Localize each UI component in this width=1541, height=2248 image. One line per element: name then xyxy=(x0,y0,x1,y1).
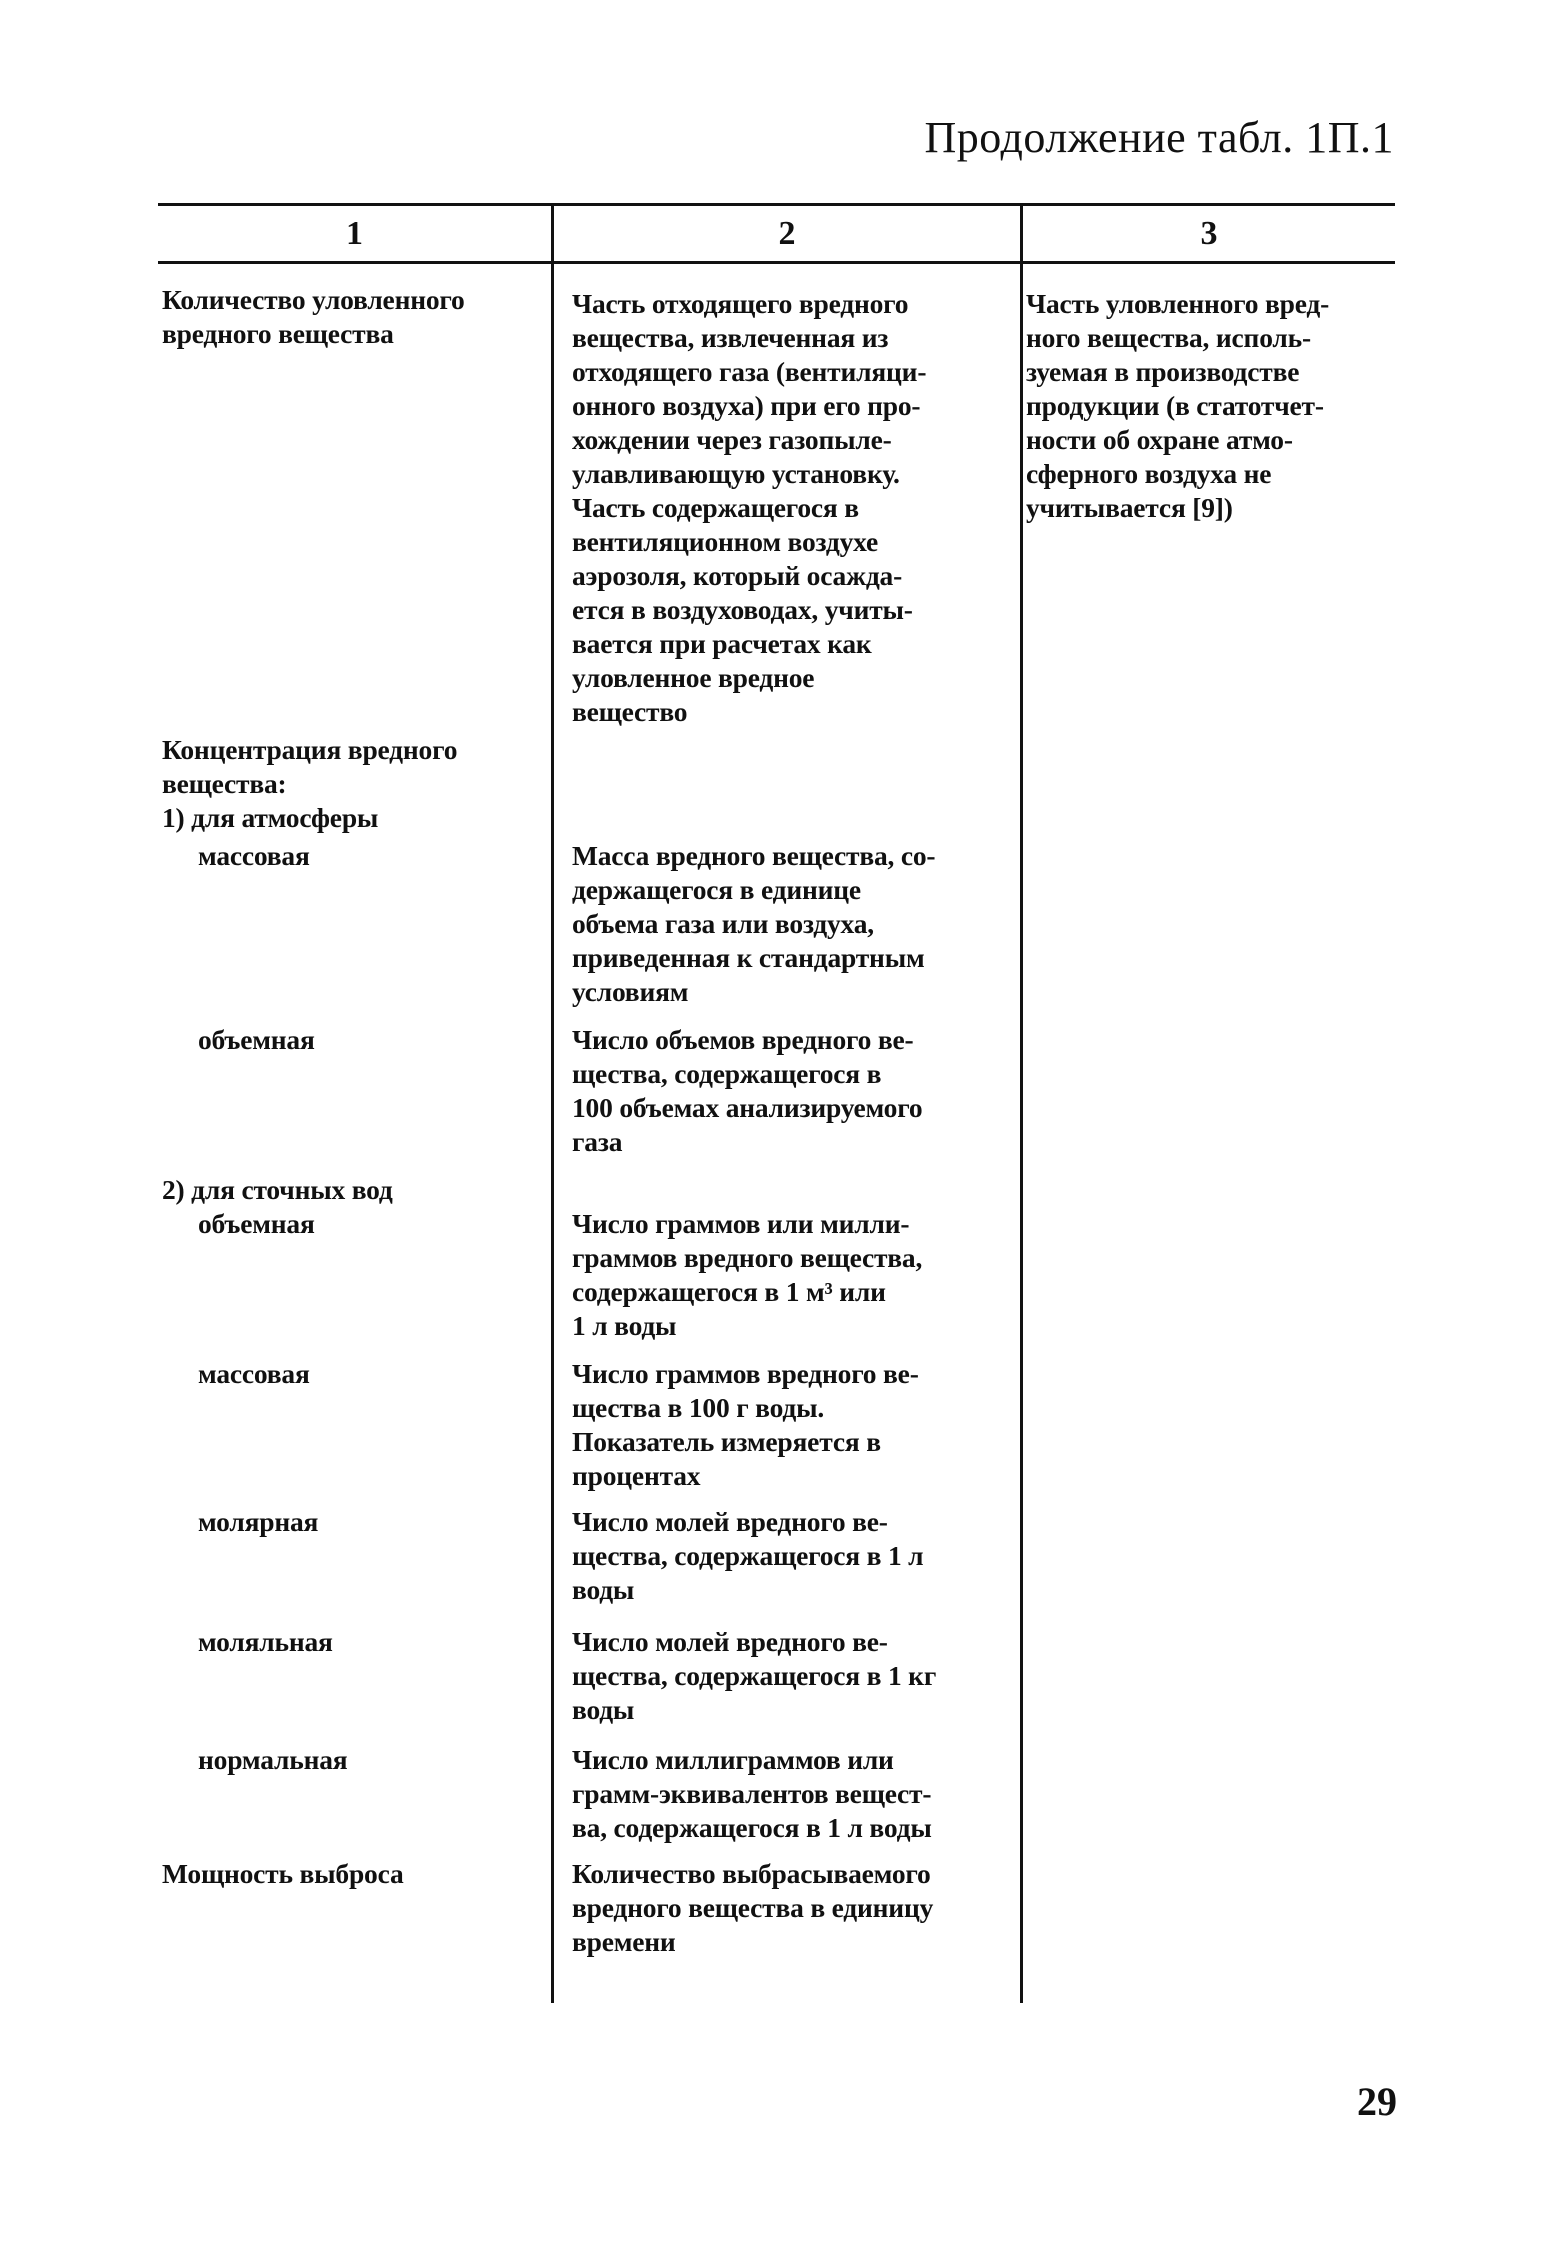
term-cell: молярная xyxy=(198,1506,319,1537)
definition-cell: Число молей вредного ве- щества, содержащегося в 1 кг воды xyxy=(572,1626,937,1725)
definition-cell: Число молей вредного ве- щества, содержащегося в 1 л воды xyxy=(572,1506,924,1605)
column-header-1: 1 xyxy=(346,215,363,252)
term-cell: массовая xyxy=(198,1358,310,1389)
definition-cell: Число объемов вредного ве- щества, содержащегося в 100 объемах анализируемого газа xyxy=(572,1024,923,1157)
definition-cell: Масса вредного вещества, со- держащегося в единице объема газа или воздуха, приведенная к стандартным условиям xyxy=(572,840,936,1007)
column-header-2: 2 xyxy=(778,215,796,252)
term-cell: объемная xyxy=(198,1208,315,1239)
term-cell: 2) для сточных вод xyxy=(162,1174,393,1205)
table-header-rule xyxy=(158,261,1395,264)
term-cell: моляльная xyxy=(198,1626,333,1657)
glossary-table xyxy=(158,203,1395,2005)
term-cell: Концентрация вредного вещества: 1) для атмосферы xyxy=(162,734,458,833)
definition-cell: Число миллиграммов или грамм-эквивалентов вещест- ва, содержащегося в 1 л воды xyxy=(572,1744,932,1843)
term-cell: Количество уловленного вредного вещества xyxy=(162,284,465,349)
term-cell: нормальная xyxy=(198,1744,348,1775)
definition-cell: Число граммов вредного ве- щества в 100 г воды. Показатель измеряется в процентах xyxy=(572,1358,919,1491)
column-header-3: 3 xyxy=(1200,215,1218,252)
definition-cell: Количество выбрасываемого вредного вещества в единицу времени xyxy=(572,1858,934,1957)
term-cell: Мощность выброса xyxy=(162,1858,404,1889)
definition-cell: Число граммов или милли- граммов вредного вещества, содержащегося в 1 м³ или 1 л воды xyxy=(572,1208,923,1341)
term-cell: массовая xyxy=(198,840,310,871)
note-cell: Часть уловленного вред- ного вещества, исполь- зуемая в производстве продукции (в статотчет- ности об охране атмо- сферного воздуха не учитывается [9]) xyxy=(1026,288,1330,523)
table-top-rule xyxy=(158,203,1395,206)
definition-cell: Часть отходящего вредного вещества, извлеченная из отходящего газа (вентиляци- онного воздуха) при его про- хождении через газопыле- улавливающую установку. Часть содержащегося в вентиляционном воздухе аэрозоля, который осажда- ется в воздуховодах, учиты- вается при расчетах как уловленное вредное вещество xyxy=(572,288,927,727)
page-number: 29 xyxy=(1357,2079,1397,2124)
column-divider-2 xyxy=(1020,203,1023,2003)
table-caption: Продолжение табл. 1П.1 xyxy=(924,113,1394,162)
term-cell: объемная xyxy=(198,1024,315,1055)
column-divider-1 xyxy=(551,203,554,2003)
